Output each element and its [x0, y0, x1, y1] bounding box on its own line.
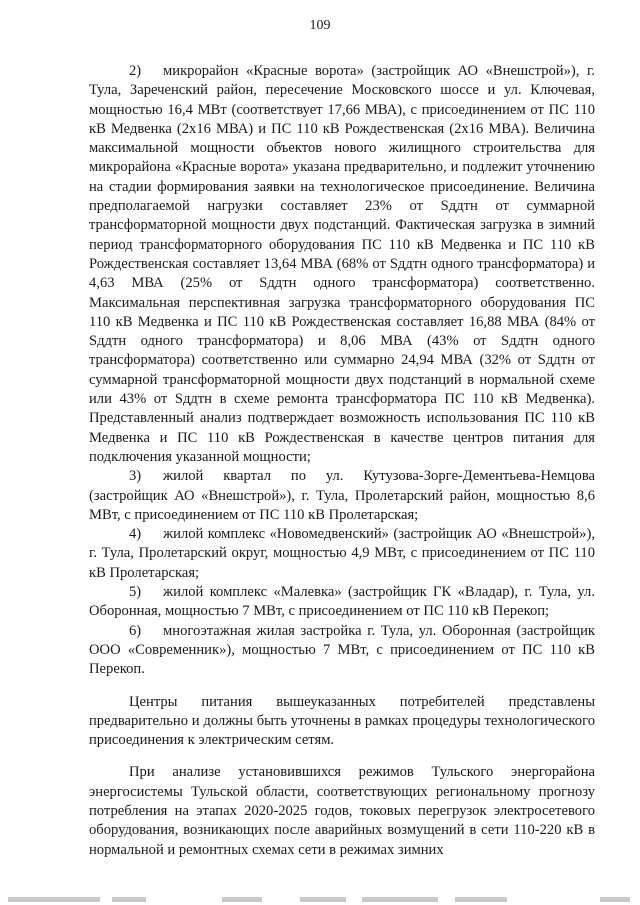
page-number: 109 [309, 18, 331, 33]
paragraph-power-centers: Центры питания вышеуказанных потребителей представлены предварительно и должны быть уточнены в рамках процедуры технологического присоединения к электрическим сетям. [89, 693, 595, 749]
document-body [89, 62, 595, 860]
paragraph-item-3: 3) жилой квартал по ул. Кутузова-Зорге-Дементьева-Немцова (застройщик АО «Внешстрой»), г. Тула, Пролетарский район, мощностью 8,6 МВт, с присоединением от ПС 110 кВ Пролетарская; [89, 468, 595, 523]
paragraph-analysis: При анализе установившихся режимов Тульского энергорайона энергосистемы Тульской области, соответствующих региональному прогнозу потребления на этапах 2020-2025 годов, токовых перегрузок электросетевого оборудования, возникающих после аварийных возмущений в сети 110-220 кВ в нормальной и ремонтных схемах сети в режимах зимних [89, 764, 595, 858]
paragraph-item-6: 6) многоэтажная жилая застройка г. Тула, ул. Оборонная (застройщик ООО «Современник»), мощностью 7 МВт, с присоединением от ПС 110 кВ Перекоп. [89, 622, 595, 678]
paragraph-item-2: 2) микрорайон «Красные ворота» (застройщик АО «Внешстрой»), г. Тула, Зареченский район, пересечение Московского шоссе и ул. Ключевая, мощностью 16,4 МВт (соответствует 17,66 МВА), с присоединением от ПС 110 кВ Медвенка (2х16 МВА) и ПС 110 кВ Рождественская (2х16 МВА). Величина максимальной мощности объектов нового жилищного строительства для микрорайона «Красные ворота» указана предварительно, и подлежит уточнению на стадии формирования заявки на технологическое присоединение. Величина предполагаемой нагрузки составляет 23% от Sддтн от суммарной трансформаторной мощности двух подстанций. Фактическая загрузка в зимний период трансформаторного оборудования ПС 110 кВ Медвенка и ПС 110 кВ Рождественская составляет 13,64 МВА (68% от Sддтн одного трансформатора) и 4,63 МВА (25% от Sддтн одного трансформатора) соответственно. Максимальная перспективная загрузка трансформаторного оборудования ПС 110 кВ Медвенка и ПС 110 кВ Рождественская составляет 16,88 МВА (84% от Sддтн одного трансформатора) и 8,06 МВА (43% от Sддтн одного трансформатора) соответственно или суммарно 24,94 МВА (32% от Sддтн от суммарной трансформаторной мощности двух подстанций в нормальной схеме или 43% от Sддтн в схеме ремонта трансформатора ПС 110 кВ Медвенка). Представленный анализ подтверждает возможность использования ПС 110 кВ Медвенка и ПС 110 кВ Рождественская в качестве центров питания для подключения указанной мощности; [89, 63, 595, 465]
scan-footer-artifact [0, 895, 640, 905]
paragraph-item-4: 4) жилой комплекс «Новомедвенский» (застройщик АО «Внешстрой»), г. Тула, Пролетарский округ, мощностью 4,9 МВт, с присоединением от ПС 110 кВ Пролетарская; [89, 526, 595, 581]
paragraph-item-5: 5) жилой комплекс «Малевка» (застройщик ГК «Владар), г. Тула, ул. Оборонная, мощностью 7 МВт, с присоединением от ПС 110 кВ Перекоп; [89, 584, 595, 620]
